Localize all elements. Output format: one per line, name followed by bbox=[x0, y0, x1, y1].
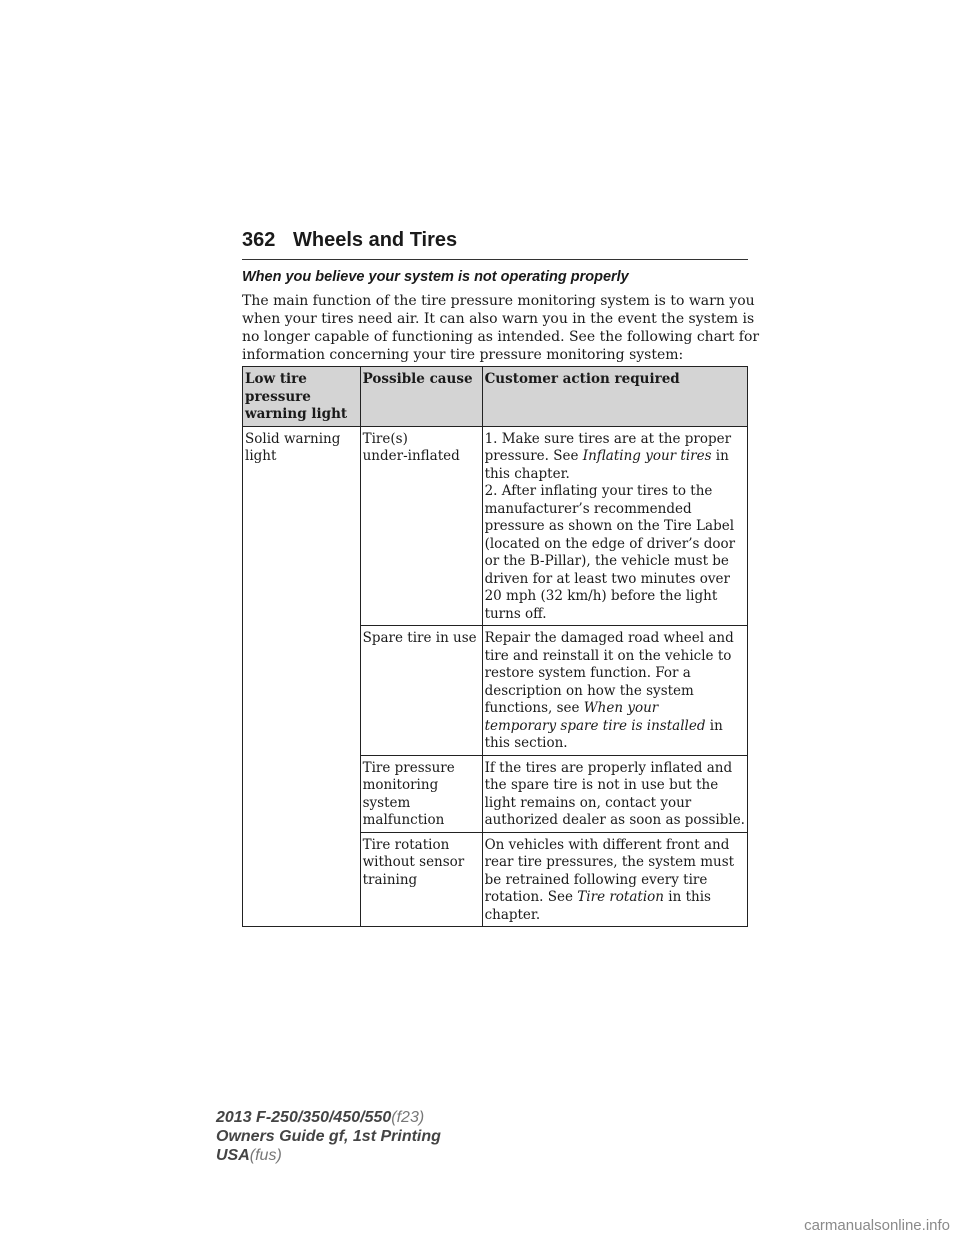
intro-paragraph bbox=[242, 292, 760, 364]
site-watermark: carmanualsonline.info bbox=[804, 1217, 950, 1234]
cause-cell: Spare tire in use bbox=[360, 626, 482, 756]
header-possible-cause: Possible cause bbox=[360, 367, 482, 427]
action-cell: Repair the damaged road wheel and tire and reinstall it on the vehicle to restore system function. For a description on how the system functions, see When your temporary spare tire is installed in this section. bbox=[482, 626, 747, 756]
action-cell: 1. Make sure tires are at the proper pressure. See Inflating your tires in this chapter. 2. After inflating your tires to the manufacturer’s recommended pressure as shown on the Tire Label (located on the edge of driver’s door or the B-Pillar), the vehicle must be driven for at least two minutes over 20 mph (32 km/h) before the light turns off. bbox=[482, 426, 747, 626]
header-warning-light: Low tire pressure warning light bbox=[243, 367, 361, 427]
intro-line: The main function of the tire pressure monitoring system is to warn you bbox=[242, 293, 755, 309]
cross-reference: Tire rotation bbox=[577, 889, 664, 905]
footer-market-line: USA(fus) bbox=[216, 1147, 282, 1164]
footer-model-line: 2013 F-250/350/450/550(f23) bbox=[216, 1109, 425, 1126]
section-heading: When you believe your system is not operating properly bbox=[242, 269, 629, 285]
cross-reference: Inflating your tires bbox=[582, 448, 712, 464]
action-cell: If the tires are properly inflated and the spare tire is not in use but the light remains on, contact your authorized dealer as soon as possible. bbox=[482, 755, 747, 832]
page-footer bbox=[216, 1108, 441, 1165]
intro-line: information concerning your tire pressure monitoring system: bbox=[242, 347, 684, 363]
page-number: 362 bbox=[242, 229, 276, 251]
table-row bbox=[243, 426, 748, 626]
page-header bbox=[242, 229, 748, 260]
table-header-row bbox=[243, 367, 748, 427]
tpms-chart-table bbox=[242, 366, 748, 927]
footer-guide-line: Owners Guide gf, 1st Printing bbox=[216, 1128, 441, 1145]
intro-line: when your tires need air. It can also warn you in the event the system is bbox=[242, 311, 755, 327]
cross-reference: temporary spare tire is installed bbox=[484, 717, 706, 734]
header-customer-action: Customer action required bbox=[482, 367, 747, 427]
chapter-title: Wheels and Tires bbox=[293, 229, 458, 251]
warning-light-cell: Solid warning light bbox=[243, 426, 361, 927]
cause-cell: Tire pressure monitoring system malfunction bbox=[360, 755, 482, 832]
cause-cell: Tire rotation without sensor training bbox=[360, 832, 482, 927]
cause-cell: Tire(s) under-inflated bbox=[360, 426, 482, 626]
intro-line: no longer capable of functioning as intended. See the following chart for bbox=[242, 329, 760, 345]
cross-reference: When your bbox=[583, 700, 659, 716]
action-cell: On vehicles with different front and rear tire pressures, the system must be retrained following every tire rotation. See Tire rotation in this chapter. bbox=[482, 832, 747, 927]
